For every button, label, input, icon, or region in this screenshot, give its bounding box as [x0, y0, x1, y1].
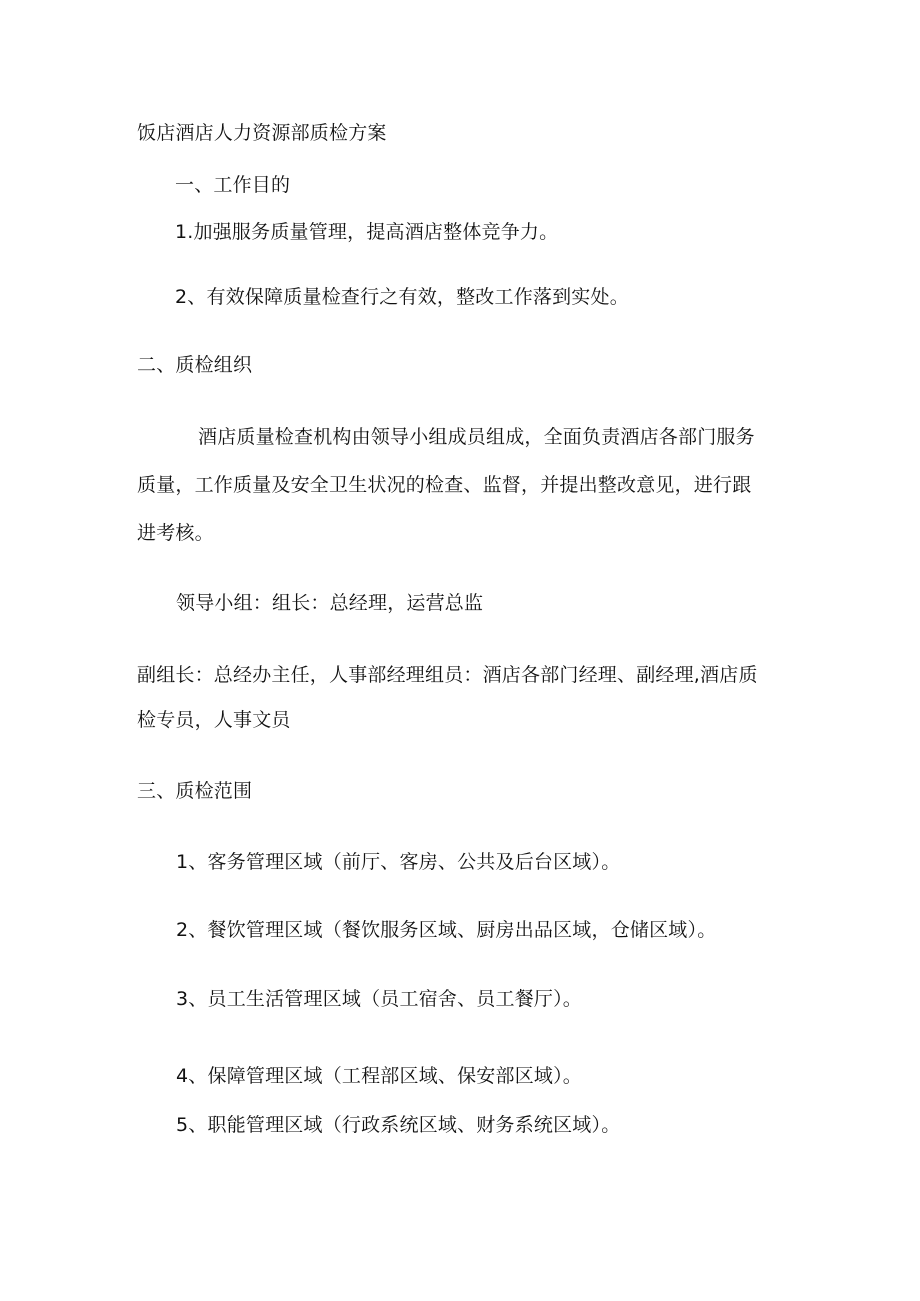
- organization-paragraph-line-1: 酒店质量检查机构由领导小组成员组成，全面负责酒店各部门服务: [198, 426, 755, 448]
- section-heading-purpose: 一、工作目的: [175, 174, 291, 196]
- scope-item-5: 5、职能管理区域（行政系统区域、财务系统区域）。: [176, 1114, 621, 1136]
- scope-item-3: 3、员工生活管理区域（员工宿舍、员工餐厅）。: [176, 988, 582, 1010]
- deputy-line-2: 检专员，人事文员: [137, 709, 291, 731]
- leader-group-line: 领导小组：组长：总经理，运营总监: [176, 592, 484, 614]
- deputy-line-1: 副组长：总经办主任，人事部经理组员：酒店各部门经理、副经理,酒店质: [137, 664, 758, 686]
- scope-item-1: 1、客务管理区域（前厅、客房、公共及后台区域）。: [176, 851, 621, 873]
- document-title: 饭店酒店人力资源部质检方案: [137, 122, 387, 144]
- scope-item-4: 4、保障管理区域（工程部区域、保安部区域）。: [176, 1065, 582, 1087]
- scope-item-2: 2、餐饮管理区域（餐饮服务区域、厨房出品区域，仓储区域）。: [176, 919, 717, 941]
- purpose-item-1: 1.加强服务质量管理，提高酒店整体竞争力。: [175, 221, 559, 243]
- organization-paragraph-line-2: 质量，工作质量及安全卫生状况的检查、监督，并提出整改意见，进行跟: [137, 474, 752, 496]
- purpose-item-2: 2、有效保障质量检查行之有效，整改工作落到实处。: [175, 286, 629, 308]
- section-heading-scope: 三、质检范围: [137, 780, 253, 802]
- organization-paragraph-line-3: 进考核。: [137, 522, 214, 544]
- section-heading-organization: 二、质检组织: [137, 354, 253, 376]
